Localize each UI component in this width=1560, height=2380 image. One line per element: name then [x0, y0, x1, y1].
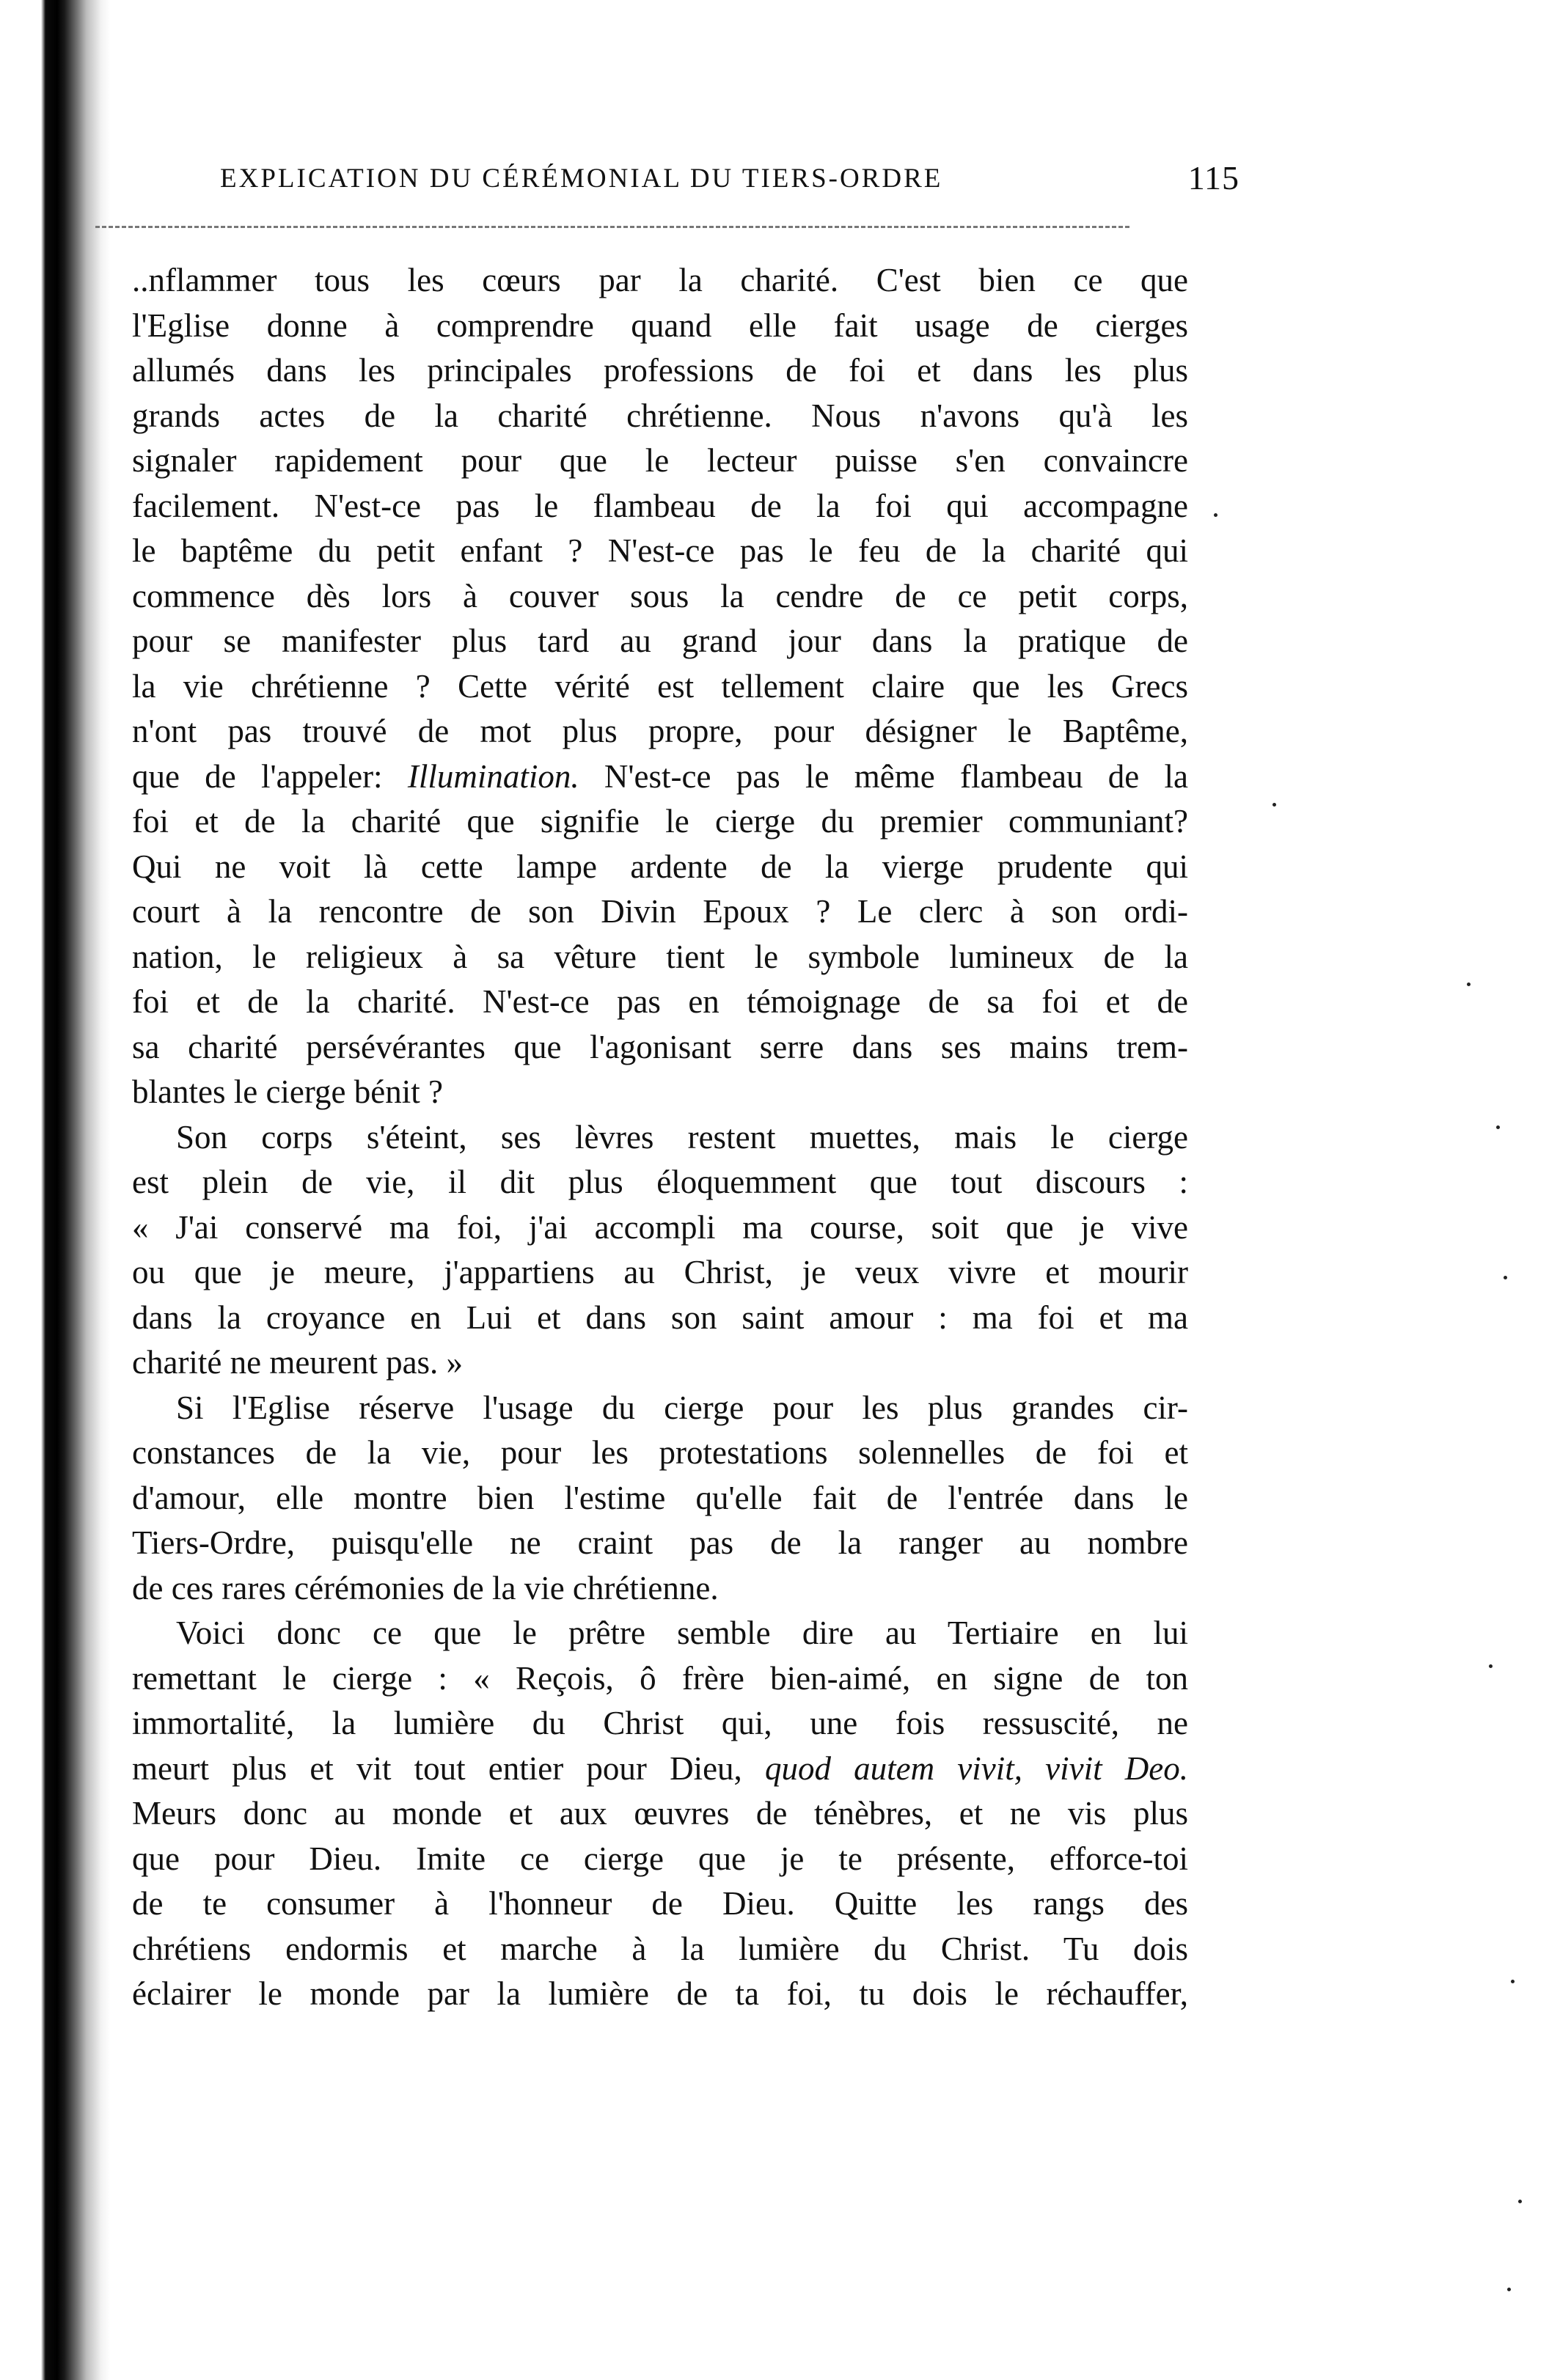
- text-line: est plein de vie, il dit plus éloquemment que tout discours :: [132, 1164, 1188, 1200]
- text-line: la vie chrétienne ? Cette vérité est tellement claire que les Grecs: [132, 667, 1188, 705]
- text-line: commence dès lors à couver sous la cendre de ce petit corps,: [132, 577, 1188, 614]
- text-line: charité ne meurent pas. »: [132, 1344, 464, 1381]
- running-title: EXPLICATION DU CÉRÉMONIAL DU TIERS-ORDRE: [220, 164, 943, 194]
- running-head: [125, 147, 1239, 198]
- scan-speck: [1489, 1664, 1493, 1668]
- text-line: nation, le religieux à sa vêture tient le symbole lumineux de la: [132, 938, 1188, 975]
- text-segment: meurt plus et vit tout entier pour Dieu,: [132, 1749, 765, 1787]
- text-line: l'Eglise donne à comprendre quand elle fait usage de cierges: [132, 306, 1188, 344]
- scan-speck: [1272, 803, 1276, 807]
- text-line: immortalité, la lumière du Christ qui, une fois ressuscité, ne: [132, 1705, 1188, 1741]
- text-line: sa charité persévérantes que l'agonisant serre dans ses mains trem-: [132, 1028, 1188, 1065]
- text-line: grands actes de la charité chrétienne. Nous n'avons qu'à les: [132, 397, 1188, 434]
- text-line: allumés dans les principales professions de foi et dans les plus: [132, 352, 1188, 389]
- scan-speck: [1504, 1276, 1507, 1279]
- text-line: ou que je meure, j'appartiens au Christ, je veux vivre et mourir: [132, 1254, 1188, 1290]
- text-segment: N'est-ce pas le même flambeau de la: [579, 757, 1189, 795]
- scan-speck: [1214, 513, 1217, 517]
- text-line: blantes le cierge bénit ?: [132, 1073, 443, 1110]
- text-line: pour se manifester plus tard au grand jour dans la pratique de: [132, 622, 1188, 659]
- paragraph-start-line: Si l'Eglise réserve l'usage du cierge pour les plus grandes cir-: [176, 1389, 1188, 1426]
- text-line: que pour Dieu. Imite ce cierge que je te présente, efforce-toi: [132, 1840, 1188, 1877]
- text-line: chrétiens endormis et marche à la lumière du Christ. Tu dois: [132, 1930, 1188, 1967]
- body-text: [132, 258, 1188, 2017]
- scan-speck: [1496, 1125, 1500, 1129]
- scan-speck: [1507, 2288, 1511, 2291]
- text-line: dans la croyance en Lui et dans son saint amour : ma foi et ma: [132, 1299, 1188, 1336]
- text-line: éclairer le monde par la lumière de ta foi, tu dois le réchauffer,: [132, 1975, 1188, 2012]
- text-line: constances de la vie, pour les protestations solennelles de foi et: [132, 1434, 1188, 1471]
- text-line: de ces rares cérémonies de la vie chrétienne.: [132, 1569, 719, 1606]
- text-line: « J'ai conservé ma foi, j'ai accompli ma course, soit que je vive: [132, 1208, 1188, 1246]
- text-line: signaler rapidement pour que le lecteur puisse s'en convaincre: [132, 442, 1188, 479]
- book-page: [125, 147, 1239, 198]
- text-line: d'amour, elle montre bien l'estime qu'elle fait de l'entrée dans le: [132, 1479, 1188, 1516]
- paragraph-start-line: Voici donc ce que le prêtre semble dire au Tertiaire en lui: [176, 1615, 1188, 1651]
- text-line: court à la rencontre de son Divin Epoux ? Le clerc à son ordi-: [132, 893, 1188, 930]
- italic-term: Illumination.: [407, 757, 579, 795]
- text-line: Qui ne voit là cette lampe ardente de la vierge prudente qui: [132, 848, 1188, 885]
- text-line-with-italic: [132, 1747, 1188, 1792]
- scan-speck: [1511, 1980, 1515, 1983]
- text-line-with-italic: [132, 754, 1188, 800]
- text-line: facilement. N'est-ce pas le flambeau de la foi qui accompagne: [132, 487, 1188, 524]
- scan-speck: [1467, 983, 1471, 986]
- text-line: ..nflammer tous les cœurs par la charité. C'est bien ce que: [132, 262, 1188, 298]
- book-binding-edge: [0, 0, 110, 2380]
- text-line: foi et de la charité. N'est-ce pas en témoignage de sa foi et de: [132, 983, 1188, 1020]
- scan-speck: [1518, 2200, 1522, 2203]
- text-line: n'ont pas trouvé de mot plus propre, pour désigner le Baptême,: [132, 713, 1188, 749]
- text-line: Meurs donc au monde et aux œuvres de ténèbres, et ne vis plus: [132, 1795, 1188, 1832]
- text-line: le baptême du petit enfant ? N'est-ce pas le feu de la charité qui: [132, 532, 1188, 569]
- latin-quote: quod autem vivit, vivit Deo.: [764, 1749, 1188, 1787]
- header-rule: [95, 226, 1129, 228]
- paragraph-start-line: Son corps s'éteint, ses lèvres restent muettes, mais le cierge: [176, 1118, 1188, 1156]
- page-number: 115: [1187, 159, 1239, 197]
- text-line: de te consumer à l'honneur de Dieu. Quitte les rangs des: [132, 1885, 1188, 1922]
- text-line: Tiers-Ordre, puisqu'elle ne craint pas de la ranger au nombre: [132, 1524, 1188, 1561]
- text-line: foi et de la charité que signifie le cierge du premier communiant?: [132, 803, 1188, 840]
- text-line: remettant le cierge : « Reçois, ô frère bien-aimé, en signe de ton: [132, 1659, 1188, 1697]
- text-segment: que de l'appeler:: [132, 757, 408, 795]
